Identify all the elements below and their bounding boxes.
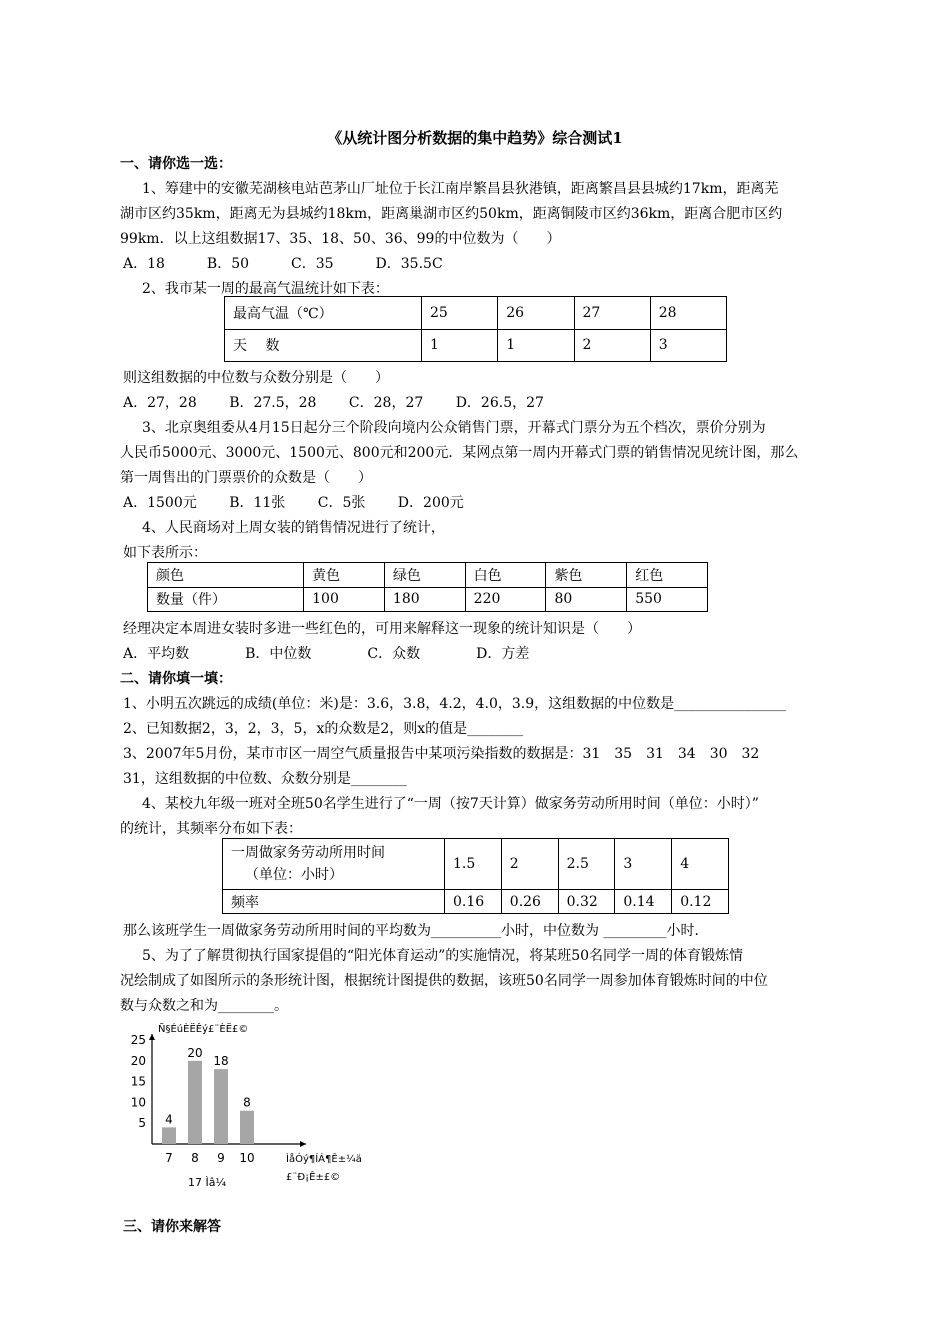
- y-tick-label: 5: [138, 1116, 146, 1131]
- table-cell: 2.5: [558, 839, 615, 890]
- bar-data-label: 8: [243, 1095, 251, 1110]
- table-cell: 3: [650, 329, 726, 362]
- table-cell: 100: [304, 587, 385, 612]
- q4-options: A．平均数 B．中位数 C．众数 D．方差: [123, 646, 530, 662]
- table-cell: 27: [574, 297, 650, 330]
- x-tick-label: 8: [191, 1151, 199, 1165]
- x-tick-label: 9: [217, 1151, 225, 1165]
- table-cell: 80: [546, 587, 627, 612]
- bar: [162, 1127, 176, 1144]
- housework-frequency-table: [222, 838, 729, 914]
- table-cell: 紫色: [546, 563, 627, 588]
- header-line: （单位：小时）: [245, 867, 343, 883]
- q1-line1: 1、筹建中的安徽芜湖核电站芭茅山厂址位于长江南岸繁昌县狄港镇，距离繁昌县县城约17km，距离芜: [142, 181, 779, 197]
- fill-3-line2: 31，这组数据的中位数、众数分别是________: [123, 771, 407, 787]
- table-cell: 28: [650, 297, 726, 330]
- table-cell: 0.32: [558, 890, 615, 914]
- table-cell: 0.16: [445, 890, 502, 914]
- q1-line3: 99km．以上这组数据17、35、18、50、36、99的中位数为（ ）: [120, 231, 561, 247]
- exercise-bar-chart: [118, 1020, 378, 1190]
- table-cell: 绿色: [384, 563, 465, 588]
- y-tick-label: 15: [130, 1074, 146, 1089]
- temperature-table: [224, 296, 727, 362]
- bar-data-label: 18: [213, 1054, 229, 1069]
- table-cell: 0.12: [672, 890, 729, 914]
- section-heading-choice: 一、请你选一选：: [120, 156, 232, 172]
- fill-4-answer: 那么该班学生一周做家务劳动所用时间的平均数为__________小时，中位数为 _________小时．: [123, 923, 709, 939]
- table-cell: 1.5: [445, 839, 502, 890]
- table-cell: 26: [498, 297, 574, 330]
- table-cell: 180: [384, 587, 465, 612]
- bar: [240, 1111, 254, 1144]
- header-line: 一周做家务劳动所用时间: [231, 845, 385, 861]
- table-row: [225, 329, 727, 362]
- y-axis-arrow: [149, 1034, 155, 1040]
- table-cell: 最高气温（℃）: [225, 297, 422, 330]
- table-row: [223, 839, 729, 890]
- table-cell: 天 数: [225, 329, 422, 362]
- fill-4-line2: 的统计，其频率分布如下表：: [120, 821, 302, 837]
- q4-line1: 4、人民商场对上周女装的销售情况进行了统计，: [142, 520, 445, 536]
- bar-data-label: 4: [165, 1112, 173, 1127]
- x-axis-label: ÌåÓý¶ÍÁ¶Ê±¼ä: [286, 1154, 362, 1165]
- table-cell: 频率: [223, 890, 445, 914]
- y-tick-label: 20: [130, 1053, 146, 1068]
- x-axis-label: £¨Ð¡Ê±£©: [286, 1172, 341, 1183]
- fill-1: 1、小明五次跳远的成绩(单位：米)是：3.6，3.8，4.2，4.0，3.9，这组数据的中位数是________________: [123, 696, 787, 712]
- y-tick-label: 10: [130, 1095, 146, 1110]
- q3-line2: 人民币5000元、3000元、1500元、800元和200元．某网点第一周内开幕式门票的销售情况见统计图，那么: [120, 445, 799, 461]
- chart-note: 17 Ìâ¼: [188, 1176, 227, 1189]
- table-cell: 黄色: [304, 563, 385, 588]
- bar-data-label: 20: [187, 1045, 203, 1060]
- x-tick-label: 10: [239, 1151, 255, 1165]
- q2-question: 则这组数据的中位数与众数分别是（ ）: [123, 370, 389, 386]
- table-cell: 3: [615, 839, 672, 890]
- x-tick-label: 7: [165, 1151, 173, 1165]
- q2-options: A．27，28 B．27.5，28 C．28，27 D．26.5，27: [123, 395, 544, 411]
- x-axis-arrow: [300, 1141, 306, 1147]
- q4-line2: 如下表所示：: [123, 545, 207, 561]
- q4-question: 经理决定本周进女装时多进一些红色的，可用来解释这一现象的统计知识是（ ）: [123, 621, 641, 637]
- section-heading-fill: 二、请你填一填：: [120, 671, 232, 687]
- q1-options: A．18 B．50 C．35 D．35.5C: [123, 256, 443, 272]
- fill-4-line1: 4、某校九年级一班对全班50名学生进行了“一周（按7天计算）做家务劳动所用时间（单位：小时）”: [142, 796, 759, 812]
- table-row: [225, 297, 727, 330]
- table-cell: 2: [501, 839, 558, 890]
- clothing-sales-table: [147, 562, 708, 612]
- table-cell: 数量（件）: [148, 587, 304, 612]
- bar: [188, 1061, 202, 1144]
- q3-options: A．1500元 B．11张 C．5张 D．200元: [123, 495, 464, 511]
- fill-2: 2、已知数据2，3，2，3，5，x的众数是2，则x的值是________: [123, 721, 524, 737]
- fill-3-line1: 3、2007年5月份，某市市区一周空气质量报告中某项污染指数的数据是：31 35 31 34 30 32: [123, 746, 760, 762]
- table-cell: 220: [465, 587, 546, 612]
- fill-5-line1: 5、为了了解贯彻执行国家提倡的“阳光体育运动”的实施情况，将某班50名同学一周的体育锻炼情: [142, 948, 744, 964]
- q3-line1: 3、北京奥组委从4月15日起分三个阶段向境内公众销售门票，开幕式门票分为五个档次，票价分别为: [142, 420, 766, 436]
- table-row: [223, 890, 729, 914]
- table-row: [148, 563, 708, 588]
- table-row: [148, 587, 708, 612]
- table-cell: 550: [627, 587, 708, 612]
- table-cell: 白色: [465, 563, 546, 588]
- fill-5-line3: 数与众数之和为________。: [120, 998, 288, 1014]
- table-cell: 25: [422, 297, 498, 330]
- q2-stem: 2、我市某一周的最高气温统计如下表：: [142, 281, 389, 297]
- section-heading-answer: 三、请你来解答: [123, 1219, 221, 1235]
- bar: [214, 1069, 228, 1144]
- y-tick-label: 25: [130, 1033, 146, 1047]
- table-cell: 红色: [627, 563, 708, 588]
- table-cell: 1: [422, 329, 498, 362]
- page-title: 《从统计图分析数据的集中趋势》综合测试1: [327, 129, 623, 147]
- fill-5-line2: 况绘制成了如图所示的条形统计图，根据统计图提供的数据，该班50名同学一周参加体育锻炼时间的中位: [120, 973, 768, 989]
- table-cell: [223, 839, 445, 890]
- table-cell: 4: [672, 839, 729, 890]
- table-cell: 0.26: [501, 890, 558, 914]
- table-cell: 颜色: [148, 563, 304, 588]
- chart-title: Ñ§ÉúÈËÊý£¨ÈË£©: [158, 1024, 249, 1035]
- table-cell: 1: [498, 329, 574, 362]
- table-cell: 2: [574, 329, 650, 362]
- table-cell: 0.14: [615, 890, 672, 914]
- q1-line2: 湖市区约35km，距离无为县城约18km，距离巢湖市区约50km，距离铜陵市区约36km，距离合肥市区约: [120, 206, 783, 222]
- q3-line3: 第一周售出的门票票价的众数是（ ）: [120, 470, 372, 486]
